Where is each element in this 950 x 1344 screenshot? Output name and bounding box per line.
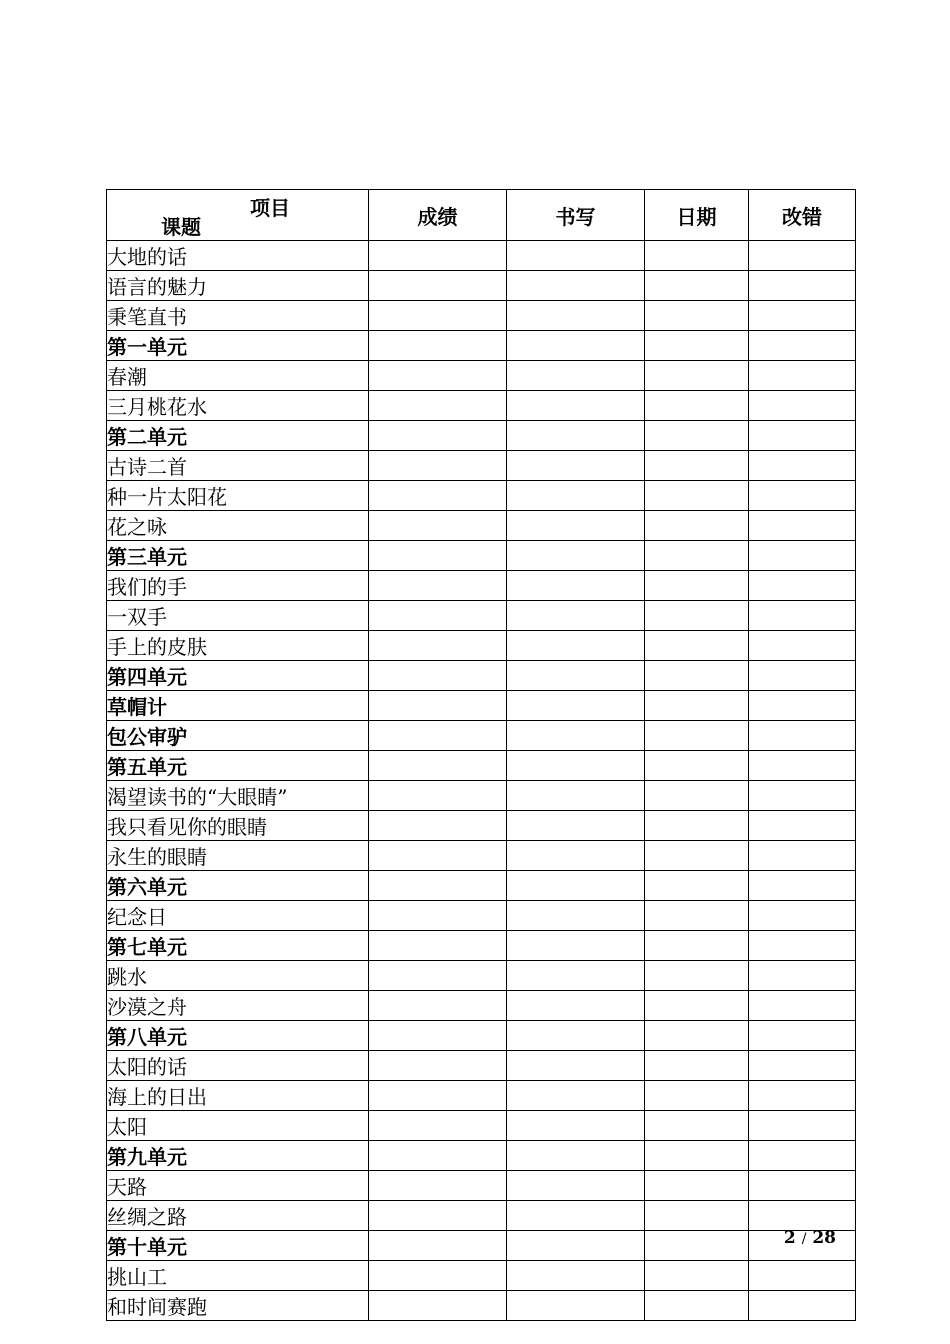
score-cell — [369, 511, 507, 541]
lesson-title-cell: 和时间赛跑 — [107, 1291, 369, 1321]
lesson-title-cell: 挑山工 — [107, 1261, 369, 1291]
date-cell — [645, 1141, 749, 1171]
lesson-title-cell: 种一片太阳花 — [107, 481, 369, 511]
correction-cell — [749, 1141, 856, 1171]
score-cell — [369, 871, 507, 901]
date-cell — [645, 571, 749, 601]
lesson-title-cell: 我们的手 — [107, 571, 369, 601]
lesson-title-cell: 跳水 — [107, 961, 369, 991]
table-row — [107, 571, 856, 601]
lesson-title-cell: 古诗二首 — [107, 451, 369, 481]
lesson-title-cell: 大地的话 — [107, 241, 369, 271]
correction-cell — [749, 1261, 856, 1291]
date-cell — [645, 1051, 749, 1081]
score-cell — [369, 301, 507, 331]
score-cell — [369, 841, 507, 871]
date-cell — [645, 511, 749, 541]
writing-cell — [507, 1261, 645, 1291]
date-cell — [645, 1231, 749, 1261]
writing-cell — [507, 1201, 645, 1231]
correction-cell — [749, 1201, 856, 1231]
table-row — [107, 901, 856, 931]
table-row — [107, 1171, 856, 1201]
table-row — [107, 721, 856, 751]
correction-cell — [749, 451, 856, 481]
lesson-title-cell: 太阳的话 — [107, 1051, 369, 1081]
correction-cell — [749, 691, 856, 721]
writing-cell — [507, 481, 645, 511]
date-cell — [645, 481, 749, 511]
table-row — [107, 1081, 856, 1111]
table-row — [107, 1141, 856, 1171]
table-row — [107, 691, 856, 721]
lesson-title-cell: 手上的皮肤 — [107, 631, 369, 661]
table-row — [107, 361, 856, 391]
correction-cell — [749, 571, 856, 601]
table-row — [107, 601, 856, 631]
header-score: 成绩 — [369, 190, 507, 241]
score-cell — [369, 991, 507, 1021]
writing-cell — [507, 541, 645, 571]
date-cell — [645, 1291, 749, 1321]
writing-cell — [507, 1111, 645, 1141]
unit-title-cell: 第十单元 — [107, 1231, 369, 1261]
writing-cell — [507, 781, 645, 811]
score-cell — [369, 391, 507, 421]
correction-cell — [749, 1291, 856, 1321]
writing-cell — [507, 1231, 645, 1261]
unit-title-cell: 第七单元 — [107, 931, 369, 961]
page-separator: / — [801, 1231, 807, 1247]
writing-cell — [507, 811, 645, 841]
score-cell — [369, 1021, 507, 1051]
table-row — [107, 991, 856, 1021]
table-row — [107, 841, 856, 871]
date-cell — [645, 1111, 749, 1141]
table-row — [107, 1231, 856, 1261]
table-row — [107, 1021, 856, 1051]
score-cell — [369, 721, 507, 751]
score-cell — [369, 1291, 507, 1321]
writing-cell — [507, 1051, 645, 1081]
table-row — [107, 1051, 856, 1081]
grade-table — [106, 189, 856, 1321]
table-row — [107, 511, 856, 541]
score-cell — [369, 1051, 507, 1081]
date-cell — [645, 361, 749, 391]
writing-cell — [507, 1291, 645, 1321]
writing-cell — [507, 601, 645, 631]
score-cell — [369, 1201, 507, 1231]
score-cell — [369, 931, 507, 961]
lesson-title-cell: 花之咏 — [107, 511, 369, 541]
unit-title-cell: 第九单元 — [107, 1141, 369, 1171]
table-row — [107, 451, 856, 481]
correction-cell — [749, 871, 856, 901]
date-cell — [645, 1171, 749, 1201]
unit-title-cell: 第五单元 — [107, 751, 369, 781]
score-cell — [369, 751, 507, 781]
table-row — [107, 331, 856, 361]
correction-cell — [749, 841, 856, 871]
correction-cell — [749, 1021, 856, 1051]
lesson-title-cell: 太阳 — [107, 1111, 369, 1141]
score-cell — [369, 571, 507, 601]
table-row — [107, 391, 856, 421]
writing-cell — [507, 661, 645, 691]
lesson-title-cell: 秉笔直书 — [107, 301, 369, 331]
correction-cell — [749, 931, 856, 961]
header-corner-cell — [107, 190, 369, 241]
writing-cell — [507, 391, 645, 421]
score-cell — [369, 1141, 507, 1171]
correction-cell — [749, 721, 856, 751]
writing-cell — [507, 841, 645, 871]
score-cell — [369, 1171, 507, 1201]
date-cell — [645, 301, 749, 331]
correction-cell — [749, 601, 856, 631]
date-cell — [645, 691, 749, 721]
writing-cell — [507, 991, 645, 1021]
score-cell — [369, 901, 507, 931]
score-cell — [369, 481, 507, 511]
correction-cell — [749, 991, 856, 1021]
date-cell — [645, 721, 749, 751]
table-row — [107, 871, 856, 901]
score-cell — [369, 631, 507, 661]
writing-cell — [507, 421, 645, 451]
date-cell — [645, 241, 749, 271]
lesson-title-cell: 语言的魅力 — [107, 271, 369, 301]
correction-cell — [749, 1051, 856, 1081]
writing-cell — [507, 1021, 645, 1051]
correction-cell — [749, 271, 856, 301]
unit-title-cell: 草帽计 — [107, 691, 369, 721]
lesson-title-cell: 三月桃花水 — [107, 391, 369, 421]
correction-cell — [749, 781, 856, 811]
lesson-title-cell: 渴望读书的“大眼睛” — [107, 781, 369, 811]
lesson-title-cell: 永生的眼睛 — [107, 841, 369, 871]
header-writing: 书写 — [507, 190, 645, 241]
writing-cell — [507, 301, 645, 331]
table-row — [107, 931, 856, 961]
unit-title-cell: 包公审驴 — [107, 721, 369, 751]
correction-cell — [749, 811, 856, 841]
header-date: 日期 — [645, 190, 749, 241]
table-header-row — [107, 190, 856, 241]
date-cell — [645, 631, 749, 661]
score-cell — [369, 1111, 507, 1141]
writing-cell — [507, 631, 645, 661]
date-cell — [645, 901, 749, 931]
date-cell — [645, 541, 749, 571]
lesson-title-cell: 丝绸之路 — [107, 1201, 369, 1231]
score-cell — [369, 271, 507, 301]
unit-title-cell: 第一单元 — [107, 331, 369, 361]
lesson-title-cell: 沙漠之舟 — [107, 991, 369, 1021]
date-cell — [645, 421, 749, 451]
writing-cell — [507, 511, 645, 541]
writing-cell — [507, 571, 645, 601]
table-row — [107, 1111, 856, 1141]
unit-title-cell: 第四单元 — [107, 661, 369, 691]
correction-cell — [749, 901, 856, 931]
writing-cell — [507, 331, 645, 361]
date-cell — [645, 601, 749, 631]
header-lesson-label: 课题 — [161, 215, 201, 239]
unit-title-cell: 第六单元 — [107, 871, 369, 901]
writing-cell — [507, 1081, 645, 1111]
correction-cell — [749, 541, 856, 571]
table-row — [107, 631, 856, 661]
table-row — [107, 421, 856, 451]
correction-cell — [749, 301, 856, 331]
date-cell — [645, 1261, 749, 1291]
writing-cell — [507, 721, 645, 751]
writing-cell — [507, 931, 645, 961]
writing-cell — [507, 751, 645, 781]
date-cell — [645, 451, 749, 481]
score-cell — [369, 361, 507, 391]
date-cell — [645, 811, 749, 841]
score-cell — [369, 421, 507, 451]
date-cell — [645, 841, 749, 871]
correction-cell — [749, 421, 856, 451]
date-cell — [645, 1021, 749, 1051]
date-cell — [645, 1081, 749, 1111]
score-cell — [369, 541, 507, 571]
score-cell — [369, 961, 507, 991]
table-row — [107, 811, 856, 841]
table-row — [107, 301, 856, 331]
table-row — [107, 661, 856, 691]
score-cell — [369, 691, 507, 721]
correction-cell — [749, 1171, 856, 1201]
table-row — [107, 1201, 856, 1231]
score-cell — [369, 1081, 507, 1111]
lesson-title-cell: 一双手 — [107, 601, 369, 631]
score-cell — [369, 331, 507, 361]
correction-cell — [749, 241, 856, 271]
date-cell — [645, 331, 749, 361]
score-cell — [369, 1231, 507, 1261]
table-row — [107, 1261, 856, 1291]
date-cell — [645, 661, 749, 691]
table-row — [107, 751, 856, 781]
date-cell — [645, 871, 749, 901]
correction-cell — [749, 391, 856, 421]
writing-cell — [507, 451, 645, 481]
date-cell — [645, 991, 749, 1021]
score-cell — [369, 601, 507, 631]
score-cell — [369, 661, 507, 691]
page-current: 2 — [783, 1228, 796, 1248]
correction-cell — [749, 631, 856, 661]
writing-cell — [507, 1171, 645, 1201]
correction-cell — [749, 961, 856, 991]
writing-cell — [507, 271, 645, 301]
unit-title-cell: 第二单元 — [107, 421, 369, 451]
date-cell — [645, 961, 749, 991]
unit-title-cell: 第八单元 — [107, 1021, 369, 1051]
lesson-title-cell: 海上的日出 — [107, 1081, 369, 1111]
table-row — [107, 481, 856, 511]
header-correction: 改错 — [749, 190, 856, 241]
correction-cell — [749, 661, 856, 691]
date-cell — [645, 391, 749, 421]
score-cell — [369, 811, 507, 841]
table-row — [107, 541, 856, 571]
table-row — [107, 271, 856, 301]
date-cell — [645, 931, 749, 961]
unit-title-cell: 第三单元 — [107, 541, 369, 571]
correction-cell — [749, 1081, 856, 1111]
lesson-title-cell: 春潮 — [107, 361, 369, 391]
date-cell — [645, 271, 749, 301]
writing-cell — [507, 361, 645, 391]
lesson-title-cell: 我只看见你的眼睛 — [107, 811, 369, 841]
header-item-label: 项目 — [250, 196, 290, 220]
table-row — [107, 1291, 856, 1321]
table-body — [107, 241, 856, 1321]
date-cell — [645, 751, 749, 781]
table-row — [107, 241, 856, 271]
writing-cell — [507, 241, 645, 271]
table-row — [107, 961, 856, 991]
correction-cell — [749, 331, 856, 361]
page-total: 28 — [812, 1228, 836, 1248]
date-cell — [645, 1201, 749, 1231]
page-number — [784, 1228, 836, 1248]
correction-cell — [749, 1111, 856, 1141]
date-cell — [645, 781, 749, 811]
writing-cell — [507, 1141, 645, 1171]
table-row — [107, 781, 856, 811]
score-cell — [369, 451, 507, 481]
correction-cell — [749, 361, 856, 391]
lesson-title-cell: 天路 — [107, 1171, 369, 1201]
writing-cell — [507, 901, 645, 931]
correction-cell — [749, 751, 856, 781]
correction-cell — [749, 481, 856, 511]
score-cell — [369, 781, 507, 811]
writing-cell — [507, 961, 645, 991]
writing-cell — [507, 691, 645, 721]
score-cell — [369, 241, 507, 271]
lesson-title-cell: 纪念日 — [107, 901, 369, 931]
score-cell — [369, 1261, 507, 1291]
correction-cell — [749, 511, 856, 541]
writing-cell — [507, 871, 645, 901]
